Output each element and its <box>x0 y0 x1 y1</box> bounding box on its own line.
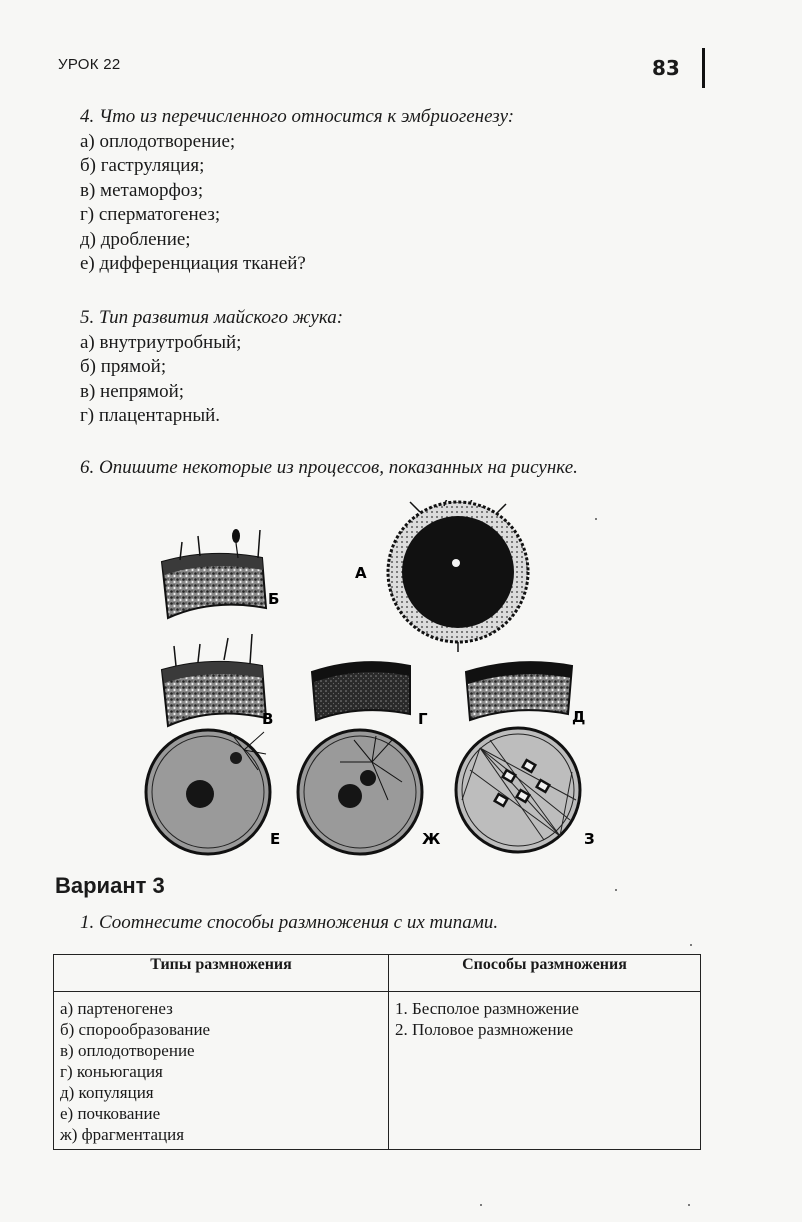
label-v: В <box>262 710 274 728</box>
egg-whole-a <box>355 500 528 652</box>
list-item: б) спорообразование <box>60 1020 211 1039</box>
egg-fragment-g <box>312 662 428 728</box>
label-z: З <box>584 830 595 848</box>
label-g: Г <box>418 710 428 728</box>
fertilization-figure <box>140 500 600 860</box>
label-zh: Ж <box>422 830 441 848</box>
cell-e <box>146 730 280 854</box>
task-1-title: 1. Соотнесите способы размножения с их типами. <box>80 912 499 933</box>
cell-zh <box>298 730 441 854</box>
answer-option: а) внутриутробный; <box>80 331 242 353</box>
header-divider <box>702 48 705 88</box>
scan-speck <box>690 944 692 946</box>
table-header: Способы размножения <box>389 955 701 992</box>
egg-fragment-b <box>162 529 279 618</box>
label-a: А <box>355 564 367 582</box>
cell-z <box>456 728 595 852</box>
scan-speck <box>615 889 617 891</box>
label-d: Д <box>572 708 586 726</box>
table-header: Типы размножения <box>54 955 389 992</box>
answer-option: б) прямой; <box>80 356 167 377</box>
label-e: Е <box>270 830 281 848</box>
question-4-title: 4. Что из перечисленного относится к эмбриогенезу: <box>80 106 515 127</box>
question-4 <box>80 105 514 277</box>
egg-fragment-v <box>162 634 273 728</box>
answer-option: д) дробление; <box>80 228 191 250</box>
page-number: 83 <box>652 56 680 80</box>
question-6-title: 6. Опишите некоторые из процессов, показанных на рисунке. <box>80 457 578 478</box>
variant-heading: Вариант 3 <box>55 873 165 898</box>
reproduction-methods-cell <box>54 992 389 1150</box>
question-5-title: 5. Тип развития майского жука: <box>80 307 344 328</box>
answer-option: в) непрямой; <box>80 380 185 402</box>
matching-table <box>53 954 701 1150</box>
answer-option: а) оплодотворение; <box>80 130 236 152</box>
scan-speck <box>480 1204 482 1206</box>
list-item: д) копуляция <box>60 1083 154 1102</box>
answer-option: е) дифференциация тканей? <box>80 253 306 274</box>
scan-speck <box>688 1204 690 1206</box>
answer-option: г) плацентарный. <box>80 405 221 426</box>
list-item: 1. Бесполое размножение <box>395 999 579 1018</box>
reproduction-types-cell <box>389 992 701 1150</box>
question-5 <box>80 306 343 429</box>
answer-option: в) метаморфоз; <box>80 179 204 201</box>
answer-option: г) сперматогенез; <box>80 204 221 225</box>
label-b: Б <box>268 590 280 608</box>
lesson-header: УРОК 22 <box>58 56 121 73</box>
list-item: г) коньюгация <box>60 1062 163 1081</box>
egg-fragment-d <box>466 662 585 726</box>
list-item: в) оплодотворение <box>60 1041 195 1060</box>
question-6 <box>80 456 578 481</box>
list-item: ж) фрагментация <box>60 1125 185 1144</box>
list-item: е) почкование <box>60 1104 161 1123</box>
answer-option: б) гаструляция; <box>80 155 205 176</box>
scan-speck <box>595 518 597 520</box>
list-item: а) партеногенез <box>60 999 173 1018</box>
list-item: 2. Половое размножение <box>395 1020 574 1039</box>
